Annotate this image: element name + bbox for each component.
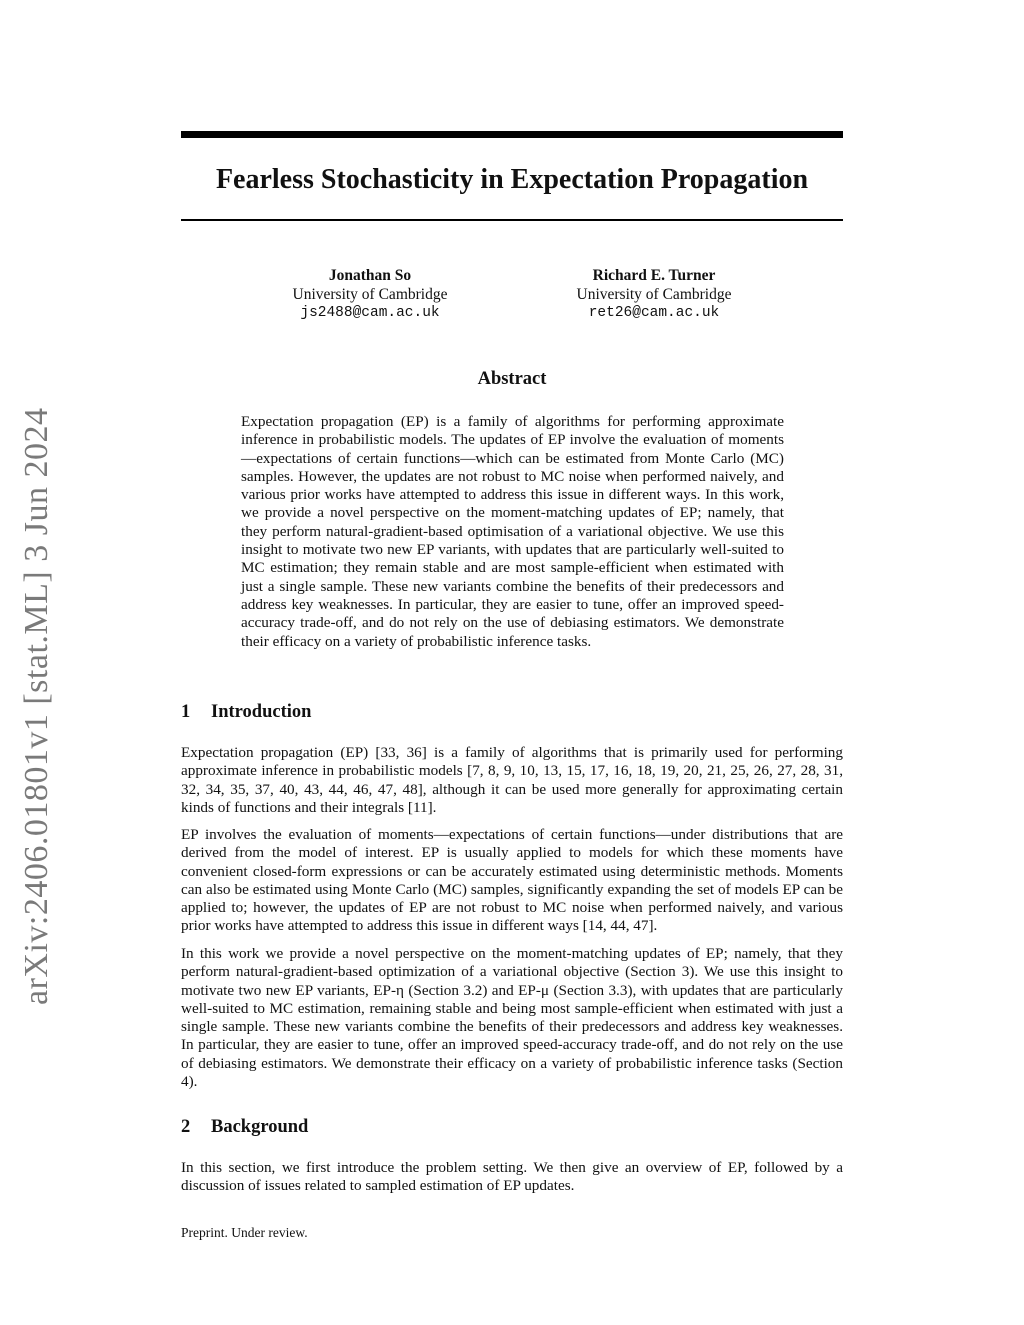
intro-paragraph-2: EP involves the evaluation of moments—expectations of certain functions—under distributions that are derived from the model of interest. EP is usually applied to models for which these moments have convenient closed-form expressions or can be accurately estimated using deterministic methods. Moments can also be estimated using Monte Carlo (MC) samples, significantly expanding the set of models EP can be applied to; however, the updates of EP are not robust to MC noise when performed naively, and various prior works have attempted to address this issue in different ways [14, 44, 47]. (181, 826, 843, 935)
intro-paragraph-1: Expectation propagation (EP) [33, 36] is a family of algorithms that is primarily used for performing approximate inference in probabilistic models [7, 8, 9, 10, 13, 15, 17, 16, 18, 19, 20, 21, 25, 26, 27, 28, 31, 32, 34, 35, 37, 40, 43, 44, 46, 47, 48], although it can be used more generally for approximating certain kinds of functions and their integrals [11]. (181, 744, 843, 816)
background-paragraph-1: In this section, we first introduce the problem setting. We then give an overview of EP, followed by a discussion of issues related to sampled estimation of EP updates. (181, 1159, 843, 1195)
arxiv-identifier-stamp: arXiv:2406.01801v1 [stat.ML] 3 Jun 2024 (18, 407, 55, 1005)
title-top-rule (181, 131, 843, 138)
author-block-2 (524, 266, 784, 323)
preprint-footer: Preprint. Under review. (181, 1225, 308, 1240)
abstract-text: Expectation propagation (EP) is a family of algorithms for performing approximate inference in probabilistic models. The updates of EP involve the evaluation of moments—expectations of certain functions—which can be estimated from Monte Carlo (MC) samples. However, the updates are not robust to MC noise when performed naively, and various prior works have attempted to address this issue in different ways. In this work, we provide a novel perspective on the moment-matching updates of EP; namely, that they perform natural-gradient-based optimisation of a variational objective. We use this insight to motivate two new EP variants, with updates that are particularly well-suited to MC estimation; they remain stable and are most sample-efficient when estimated with just a single sample. These new variants combine the benefits of their predecessors and address key weaknesses. In particular, they are easier to tune, offer an improved speed-accuracy trade-off, and do not rely on the use of debiasing estimators. We demonstrate their efficacy on a variety of probabilistic inference tasks. (241, 413, 784, 650)
section-title: Background (211, 1117, 309, 1137)
abstract-heading: Abstract (477, 369, 547, 389)
author-block-1 (240, 266, 500, 323)
author-affiliation: University of Cambridge (292, 286, 448, 303)
author-name: Richard E. Turner (592, 267, 716, 284)
section-heading-introduction (181, 702, 311, 723)
author-email[interactable]: ret26@cam.ac.uk (588, 305, 720, 321)
title-bottom-rule (181, 219, 843, 221)
section-heading-background (181, 1117, 308, 1138)
section-number: 1 (181, 702, 191, 722)
section-title: Introduction (211, 702, 312, 722)
author-affiliation: University of Cambridge (576, 286, 732, 303)
intro-paragraph-3: In this work we provide a novel perspective on the moment-matching updates of EP; namely, that they perform natural-gradient-based optimization of a variational objective (Section 3). We use this insight to motivate two new EP variants, EP-η (Section 3.2) and EP-μ (Section 3.3), with updates that are particularly well-suited to MC estimation, remaining stable and being most sample-efficient when estimated with just a single sample. These new variants combine the benefits of their predecessors and address key weaknesses. In particular, they are easier to tune, offer an improved speed-accuracy trade-off, and do not rely on the use of debiasing estimators. We demonstrate their efficacy on a variety of probabilistic inference tasks (Section 4). (181, 945, 843, 1091)
section-number: 2 (181, 1117, 191, 1137)
author-name: Jonathan So (328, 267, 412, 284)
author-email[interactable]: js2488@cam.ac.uk (300, 305, 440, 321)
paper-title: Fearless Stochasticity in Expectation Propagation (215, 164, 809, 195)
